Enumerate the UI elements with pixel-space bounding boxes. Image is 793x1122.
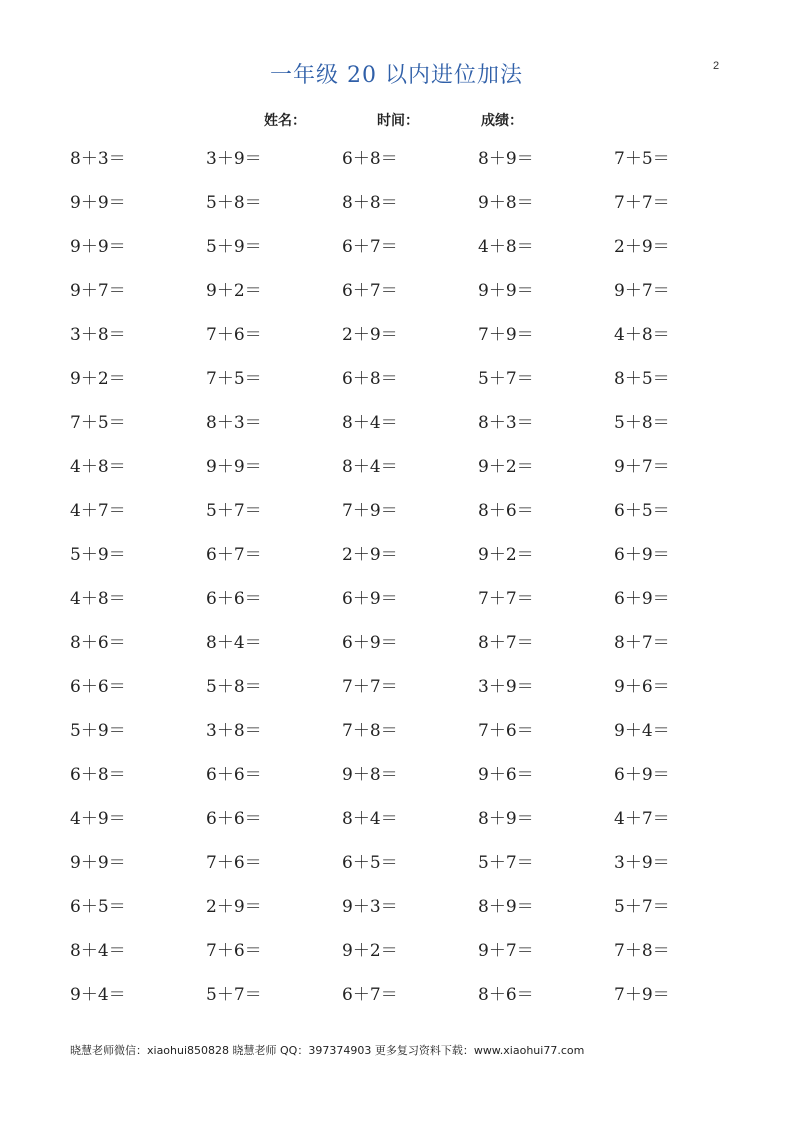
addition-problem: 7＋7＝ bbox=[478, 589, 534, 609]
addition-problem: 8＋9＝ bbox=[478, 809, 534, 829]
addition-problem: 8＋4＝ bbox=[342, 413, 398, 433]
addition-problem: 7＋5＝ bbox=[70, 413, 126, 433]
addition-problem: 9＋6＝ bbox=[614, 677, 670, 697]
addition-problem: 7＋8＝ bbox=[614, 941, 670, 961]
addition-problem: 5＋9＝ bbox=[70, 545, 126, 565]
page-title: 一年级 20 以内进位加法 bbox=[270, 63, 523, 88]
addition-problem: 3＋9＝ bbox=[614, 853, 670, 873]
addition-problem: 8＋4＝ bbox=[206, 633, 262, 653]
addition-problem: 3＋8＝ bbox=[206, 721, 262, 741]
addition-problem: 7＋9＝ bbox=[614, 985, 670, 1005]
addition-problem: 9＋9＝ bbox=[478, 281, 534, 301]
time-label: 时间： bbox=[377, 113, 419, 129]
addition-problem: 8＋6＝ bbox=[478, 501, 534, 521]
addition-problem: 9＋9＝ bbox=[70, 853, 126, 873]
addition-problem: 6＋9＝ bbox=[614, 765, 670, 785]
addition-problem: 6＋9＝ bbox=[614, 545, 670, 565]
addition-problem: 2＋9＝ bbox=[342, 325, 398, 345]
addition-problem: 4＋8＝ bbox=[70, 457, 126, 477]
addition-problem: 6＋8＝ bbox=[342, 149, 398, 169]
addition-problem: 4＋7＝ bbox=[70, 501, 126, 521]
addition-problem: 5＋7＝ bbox=[206, 985, 262, 1005]
addition-problem: 5＋7＝ bbox=[614, 897, 670, 917]
addition-problem: 3＋8＝ bbox=[70, 325, 126, 345]
addition-problem: 6＋5＝ bbox=[614, 501, 670, 521]
addition-problem: 9＋8＝ bbox=[478, 193, 534, 213]
addition-problem: 8＋9＝ bbox=[478, 149, 534, 169]
addition-problem: 6＋6＝ bbox=[206, 589, 262, 609]
page-number: 2 bbox=[713, 60, 720, 72]
addition-problem: 4＋9＝ bbox=[70, 809, 126, 829]
addition-problem: 6＋5＝ bbox=[70, 897, 126, 917]
addition-problem: 7＋5＝ bbox=[206, 369, 262, 389]
addition-problem: 8＋6＝ bbox=[70, 633, 126, 653]
addition-problem: 9＋2＝ bbox=[478, 457, 534, 477]
addition-problem: 2＋9＝ bbox=[342, 545, 398, 565]
addition-problem: 9＋9＝ bbox=[70, 193, 126, 213]
addition-problem: 7＋7＝ bbox=[342, 677, 398, 697]
addition-problem: 5＋8＝ bbox=[614, 413, 670, 433]
addition-problem: 9＋3＝ bbox=[342, 897, 398, 917]
addition-problem: 9＋4＝ bbox=[614, 721, 670, 741]
addition-problem: 5＋8＝ bbox=[206, 677, 262, 697]
score-label: 成绩： bbox=[481, 113, 523, 129]
addition-problem: 7＋6＝ bbox=[206, 941, 262, 961]
addition-problem: 9＋7＝ bbox=[478, 941, 534, 961]
addition-problem: 6＋5＝ bbox=[342, 853, 398, 873]
addition-problem: 8＋3＝ bbox=[70, 149, 126, 169]
addition-problem: 6＋9＝ bbox=[342, 633, 398, 653]
addition-problem: 8＋3＝ bbox=[206, 413, 262, 433]
addition-problem: 4＋8＝ bbox=[614, 325, 670, 345]
addition-problem: 5＋7＝ bbox=[206, 501, 262, 521]
addition-problem: 4＋8＝ bbox=[70, 589, 126, 609]
addition-problem: 6＋7＝ bbox=[342, 237, 398, 257]
student-info-line bbox=[0, 110, 793, 132]
addition-problem: 7＋9＝ bbox=[478, 325, 534, 345]
addition-problem: 9＋9＝ bbox=[70, 237, 126, 257]
addition-problem: 7＋8＝ bbox=[342, 721, 398, 741]
addition-problem: 8＋3＝ bbox=[478, 413, 534, 433]
footer-contact: 晓慧老师微信：xiaohui850828 晓慧老师 QQ：397374903 更多复习资料下载：www.xiaohui77.com bbox=[70, 1044, 585, 1057]
addition-problem: 6＋6＝ bbox=[206, 809, 262, 829]
addition-problem: 5＋9＝ bbox=[70, 721, 126, 741]
addition-problem: 6＋9＝ bbox=[614, 589, 670, 609]
addition-problem: 9＋2＝ bbox=[70, 369, 126, 389]
addition-problem: 6＋6＝ bbox=[206, 765, 262, 785]
addition-problem: 9＋4＝ bbox=[70, 985, 126, 1005]
addition-problem: 9＋9＝ bbox=[206, 457, 262, 477]
addition-problem: 4＋7＝ bbox=[614, 809, 670, 829]
addition-problem: 6＋8＝ bbox=[70, 765, 126, 785]
addition-problem: 2＋9＝ bbox=[614, 237, 670, 257]
addition-problem: 7＋6＝ bbox=[206, 853, 262, 873]
addition-problem: 8＋4＝ bbox=[342, 457, 398, 477]
addition-problem: 6＋9＝ bbox=[342, 589, 398, 609]
addition-problem: 7＋5＝ bbox=[614, 149, 670, 169]
addition-problem: 8＋8＝ bbox=[342, 193, 398, 213]
addition-problem: 9＋7＝ bbox=[70, 281, 126, 301]
addition-problem: 4＋8＝ bbox=[478, 237, 534, 257]
addition-problem: 9＋7＝ bbox=[614, 457, 670, 477]
addition-problem: 7＋6＝ bbox=[206, 325, 262, 345]
addition-problem: 7＋7＝ bbox=[614, 193, 670, 213]
addition-problem: 9＋2＝ bbox=[342, 941, 398, 961]
addition-problem: 8＋9＝ bbox=[478, 897, 534, 917]
addition-problem: 9＋7＝ bbox=[614, 281, 670, 301]
addition-problem: 8＋6＝ bbox=[478, 985, 534, 1005]
addition-problem: 9＋8＝ bbox=[342, 765, 398, 785]
addition-problem: 5＋7＝ bbox=[478, 853, 534, 873]
name-label: 姓名： bbox=[264, 113, 306, 129]
addition-problem: 3＋9＝ bbox=[478, 677, 534, 697]
addition-problem: 9＋6＝ bbox=[478, 765, 534, 785]
problem-grid bbox=[70, 144, 750, 1024]
addition-problem: 6＋7＝ bbox=[342, 985, 398, 1005]
addition-problem: 8＋7＝ bbox=[614, 633, 670, 653]
addition-problem: 8＋7＝ bbox=[478, 633, 534, 653]
addition-problem: 9＋2＝ bbox=[206, 281, 262, 301]
addition-problem: 8＋5＝ bbox=[614, 369, 670, 389]
addition-problem: 6＋6＝ bbox=[70, 677, 126, 697]
addition-problem: 7＋9＝ bbox=[342, 501, 398, 521]
addition-problem: 8＋4＝ bbox=[342, 809, 398, 829]
addition-problem: 3＋9＝ bbox=[206, 149, 262, 169]
addition-problem: 6＋7＝ bbox=[206, 545, 262, 565]
addition-problem: 8＋4＝ bbox=[70, 941, 126, 961]
addition-problem: 5＋7＝ bbox=[478, 369, 534, 389]
addition-problem: 2＋9＝ bbox=[206, 897, 262, 917]
addition-problem: 5＋8＝ bbox=[206, 193, 262, 213]
addition-problem: 7＋6＝ bbox=[478, 721, 534, 741]
addition-problem: 9＋2＝ bbox=[478, 545, 534, 565]
addition-problem: 6＋8＝ bbox=[342, 369, 398, 389]
addition-problem: 6＋7＝ bbox=[342, 281, 398, 301]
addition-problem: 5＋9＝ bbox=[206, 237, 262, 257]
